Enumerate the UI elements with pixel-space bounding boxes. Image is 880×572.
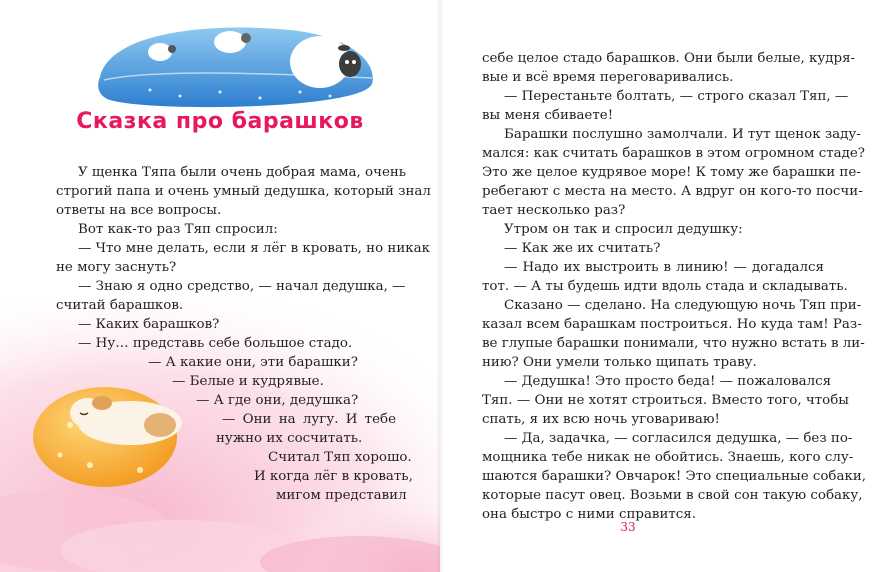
paragraph-line: — Да, задачка, — согласился дедушка, — без по- [504, 431, 853, 446]
story-title: Сказка про барашков [76, 109, 364, 134]
paragraph-line: — Дедушка! Это просто беда! — пожаловался [504, 374, 832, 389]
paragraph-line: — Перестаньте болтать, — строго сказал Тяп, — [504, 89, 849, 104]
paragraph-line: тает несколько раз? [482, 203, 626, 218]
paragraph-line: У щенка Тяпа были очень добрая мама, очень [78, 165, 407, 180]
paragraph-line: — Белые и кудрявые. [172, 374, 324, 389]
paragraph-line: шаются барашки? Овчарок! Это специальные собаки, [482, 469, 867, 484]
paragraph-line: — Знаю я одно средство, — начал дедушка, — [78, 279, 406, 294]
paragraph-line: спать, я их всю ночь уговариваю! [482, 412, 720, 427]
paragraph-line: вы меня сбиваете! [482, 108, 614, 123]
paragraph-line: — А где они, дедушка? [196, 393, 359, 408]
paragraph-line: Считал Тяп хорошо. [268, 450, 412, 465]
paragraph-line: она быстро с ними справится. [482, 507, 697, 522]
paragraph-line: не могу заснуть? [56, 260, 177, 275]
page-number: 33 [620, 520, 636, 534]
paragraph-line: которые пасут овец. Возьми в свой сон такую собаку, [482, 488, 863, 503]
paragraph-line: Утром он так и спросил дедушку: [504, 222, 743, 237]
paragraph-line: — А какие они, эти барашки? [148, 355, 358, 370]
paragraph-line: Вот как-то раз Тяп спросил: [78, 222, 278, 237]
paragraph-line: Барашки послушно замолчали. И тут щенок заду- [504, 127, 861, 142]
paragraph-line: ответы на все вопросы. [56, 203, 222, 218]
paragraph-line: — Что мне делать, если я лёг в кровать, но никак [78, 241, 430, 256]
paragraph-line: ребегают с места на место. А вдруг он кого-то посчи- [482, 184, 863, 199]
paragraph-line: казал всем барашкам построиться. Но куда там! Раз- [482, 317, 862, 332]
paragraph-line: мигом представил [276, 488, 407, 503]
paragraph-line: строгий папа и очень умный дедушка, который знал [56, 184, 431, 199]
paragraph-line: себе целое стадо барашков. Они были белые, кудря- [482, 51, 856, 66]
paragraph-line: И когда лёг в кровать, [254, 469, 413, 484]
paragraph-line: — Как же их считать? [504, 241, 661, 256]
paragraph-line: Это же целое кудрявое море! К тому же барашки пе- [482, 165, 861, 180]
right-page [440, 0, 880, 572]
sheep-header-illustration [90, 22, 380, 112]
paragraph-line: нужно их сосчитать. [216, 431, 363, 446]
paragraph-line: мощника тебе никак не обойтись. Знаешь, кого слу- [482, 450, 854, 465]
paragraph-line: считай барашков. [56, 298, 184, 313]
paragraph-line: — Они на лугу. И тебе [222, 412, 396, 427]
paragraph-line: ве глупые барашки понимали, что нужно встать в ли- [482, 336, 865, 351]
paragraph-line: Тяп. — Они не хотят строиться. Вместо того, чтобы [482, 393, 849, 408]
paragraph-line: — Ну… представь себе большое стадо. [78, 336, 353, 351]
paragraph-line: — Надо их выстроить в линию! — догадался [504, 260, 824, 275]
paragraph-line: мался: как считать барашков в этом огромном стаде? [482, 146, 865, 161]
paragraph-line: Сказано — сделано. На следующую ночь Тяп при- [504, 298, 862, 313]
paragraph-line: вые и всё время переговаривались. [482, 70, 734, 85]
paragraph-line: нию? Они умели только щипать траву. [482, 355, 757, 370]
paragraph-line: тот. — А ты будешь идти вдоль стада и складывать. [482, 279, 848, 294]
paragraph-line: — Каких барашков? [78, 317, 220, 332]
